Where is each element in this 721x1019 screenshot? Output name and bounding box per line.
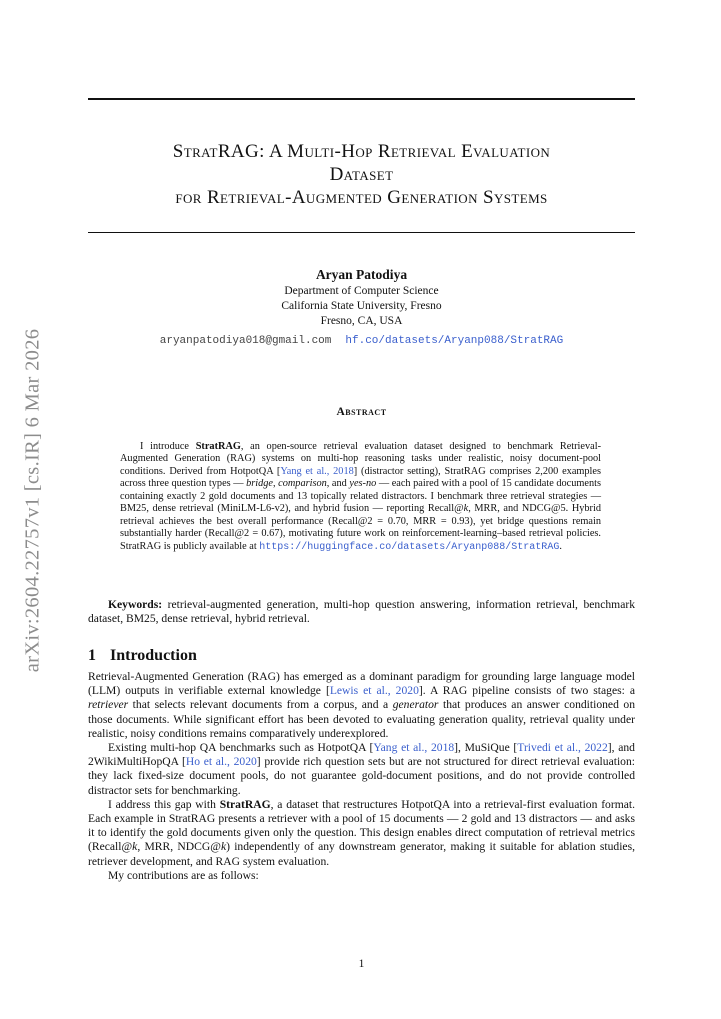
intro-paragraph-4	[88, 869, 635, 883]
dataset-name-bold: StratRAG	[195, 441, 241, 452]
body-text: I address this gap with	[108, 797, 220, 811]
citation-link[interactable]: Yang et al., 2018	[280, 465, 354, 477]
body-text: My contributions are as follows:	[108, 868, 259, 882]
citation-link[interactable]: Ho et al., 2020	[185, 755, 257, 769]
section-title: Introduction	[110, 647, 197, 664]
author-university: California State University, Fresno	[281, 300, 442, 312]
math-k: k	[220, 840, 227, 854]
body-text: ) independently of any downstream generator, making it suitable for ablation studies, retriever development, and RAG system evaluation.	[88, 840, 635, 868]
math-k: k	[463, 503, 469, 515]
page-number: 1	[358, 958, 365, 970]
introduction-body	[88, 670, 635, 883]
keywords	[88, 598, 635, 627]
citation-link[interactable]: Trivedi et al., 2022	[517, 741, 608, 755]
body-text: Retrieval-Augmented Generation (RAG) has emerged as a dominant paradigm for grounding large language model (LLM) outputs in verifiable external knowledge [	[88, 670, 635, 698]
body-text: , MRR, NDCG@	[137, 840, 221, 854]
title-line-1: StratRAG: A Multi-Hop Retrieval Evaluation	[172, 141, 551, 162]
abstract-text: — each paired with a pool of 15 candidate documents containing exactly 2 gold documents and 13 topically related distractors. I benchmark three retrieval strategies — BM25, dense retrieval (MiniLM-L6-v2), and hybrid fusion — reporting Recall@	[120, 478, 601, 515]
body-text: ]. A RAG pipeline consists of two stages: a	[418, 684, 635, 698]
title-bottom-rule	[88, 232, 635, 233]
title-line-2: Dataset	[329, 164, 394, 185]
section-heading-introduction	[88, 647, 635, 665]
abstract-body	[120, 441, 601, 554]
arxiv-identifier-stamp	[10, 300, 56, 700]
paper-title	[88, 140, 635, 209]
abstract-text: , MRR, and NDCG@5. Hybrid retrieval achieves the best overall performance (Recall@2 = 0.70, MRR = 0.93), yet bridge questions remain substantially harder (Recall@2 = 0.67), motivating future work on reinforcement-learning–based retrieval policies. StratRAG is publicly available at	[120, 503, 601, 552]
abstract-text: .	[559, 540, 562, 552]
dataset-name-bold: StratRAG	[219, 797, 271, 811]
author-department: Department of Computer Science	[284, 285, 439, 297]
abstract-text: , and	[326, 478, 350, 490]
intro-paragraph-3	[88, 798, 635, 869]
keywords-label: Keywords:	[108, 598, 163, 611]
dataset-link[interactable]: hf.co/datasets/Aryanp088/StratRAG	[345, 335, 564, 347]
title-line-3: for Retrieval-Augmented Generation Systems	[175, 187, 548, 208]
intro-paragraph-1	[88, 670, 635, 741]
body-text: that produces an answer conditioned on those documents. While significant effort has been devoted to evaluating generation quality, retrieval quality under realistic, noisy conditions remains comparatively underexplored.	[88, 698, 636, 740]
question-type-comparison: comparison	[278, 478, 327, 490]
citation-link[interactable]: Lewis et al., 2020	[329, 684, 419, 698]
question-type-yes-no: yes-no	[349, 478, 377, 490]
abstract-text: , an open-source retrieval evaluation dataset designed to benchmark Retrieval-Augmented Generation (RAG) systems on multi-hop reasoning tasks under realistic, noisy document-pool conditions. Derived from HotpotQA [	[120, 441, 602, 477]
author-block	[88, 266, 635, 348]
author-contacts	[88, 334, 635, 348]
author-email[interactable]: aryanpatodiya018@gmail.com	[159, 335, 332, 347]
abstract-text: ] (distractor setting), StratRAG comprises 2,200 examples across three question types —	[120, 465, 601, 490]
abstract-text: I introduce	[140, 441, 196, 452]
title-top-rule	[88, 98, 635, 100]
abstract-heading: Abstract	[336, 406, 387, 418]
arxiv-stamp-text: arXiv:2604.22757v1 [cs.IR] 6 Mar 2026	[21, 328, 44, 672]
term-retriever: retriever	[88, 698, 129, 712]
abstract-text: ,	[273, 478, 279, 490]
author-location: Fresno, CA, USA	[320, 315, 403, 327]
author-name: Aryan Patodiya	[315, 267, 408, 282]
section-number: 1	[88, 647, 96, 664]
question-type-bridge: bridge	[246, 478, 273, 490]
huggingface-link[interactable]: https://huggingface.co/datasets/Aryanp088/StratRAG	[259, 541, 560, 553]
body-text: , a dataset that restructures HotpotQA into a retrieval-first evaluation format. Each example in StratRAG presents a retriever with a pool of 15 documents — 2 gold and 13 distractors — and asks it to identify the gold documents given only the question. This design enables direct computation of retrieval metrics (Recall@	[88, 797, 635, 854]
citation-link[interactable]: Yang et al., 2018	[373, 741, 455, 755]
intro-paragraph-2	[88, 741, 635, 798]
body-text: ] provide rich question sets but are not structured for direct retrieval evaluation: they lack fixed-size document pools, do not guarantee gold-document positions, and do not provide controlled distractor sets for benchmarking.	[88, 755, 635, 797]
term-generator: generator	[392, 698, 439, 712]
body-text: that selects relevant documents from a corpus, and a	[128, 698, 393, 712]
keywords-text: retrieval-augmented generation, multi-hop question answering, information retrieval, benchmark dataset, BM25, dense retrieval, hybrid retrieval.	[88, 598, 635, 626]
math-k: k	[132, 840, 138, 854]
body-text: ], and 2WikiMultiHopQA [	[88, 741, 635, 769]
body-text: Existing multi-hop QA benchmarks such as HotpotQA [	[108, 741, 374, 755]
body-text: ], MuSiQue [	[454, 741, 518, 755]
